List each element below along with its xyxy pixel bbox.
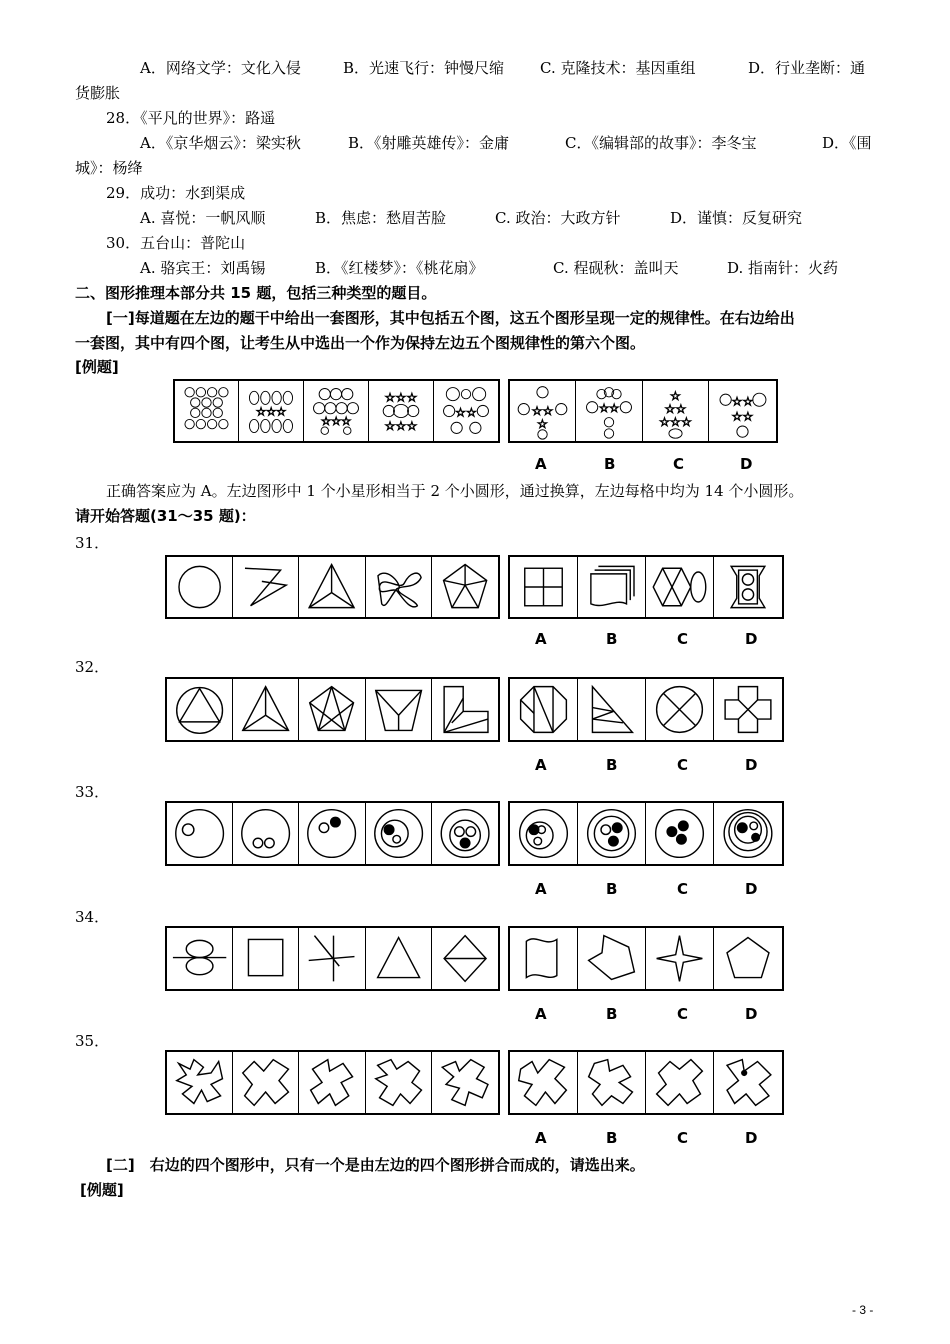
q29-stem: 29．成功：水到渠成 xyxy=(106,184,246,202)
q28-option-a: A．《京华烟云》：梁实秋 xyxy=(140,134,301,152)
svg-text:☆☆: ☆☆ xyxy=(598,401,620,415)
example-figure-3 xyxy=(304,381,369,441)
q35-label-b: B xyxy=(606,1129,618,1147)
q27-option-c: C. 克隆技术：基因重组 xyxy=(540,59,696,77)
q31-label-d: D xyxy=(745,630,758,648)
q30-option-a: A. 骆宾王：刘禹锡 xyxy=(140,259,266,277)
q33-figure-3 xyxy=(299,803,365,864)
q34-label-b: B xyxy=(606,1005,618,1023)
q33-option-figures xyxy=(508,801,784,866)
q31-figure-5 xyxy=(432,557,498,617)
example-label-b: B xyxy=(604,455,616,473)
q31-option-b[interactable] xyxy=(578,557,646,617)
svg-text:☆☆☆: ☆☆☆ xyxy=(320,415,352,429)
q35-figure-4 xyxy=(366,1052,432,1113)
q32-figure-4 xyxy=(366,679,432,740)
svg-text:☆☆☆: ☆☆☆ xyxy=(384,418,418,433)
q33-label-c: C xyxy=(677,880,689,898)
q31-figure-3 xyxy=(299,557,365,617)
q32-label-a: A xyxy=(535,756,547,774)
q34-label-d: D xyxy=(745,1005,758,1023)
example-option-d[interactable] xyxy=(709,381,776,441)
question-33-number: 33． xyxy=(75,783,110,801)
q34-question-figures xyxy=(165,926,500,991)
q34-figure-5 xyxy=(432,928,498,989)
q32-option-d[interactable] xyxy=(714,679,782,740)
question-35-number: 35． xyxy=(75,1032,110,1050)
q35-option-figures xyxy=(508,1050,784,1115)
q35-figure-5 xyxy=(432,1052,498,1113)
q29-option-c: C. 政治：大政方针 xyxy=(495,209,621,227)
svg-text:☆☆: ☆☆ xyxy=(731,394,754,409)
part2-instruction: [二] 右边的四个图形中，只有一个是由左边的四个图形拼合而成的，请选出来。 xyxy=(106,1156,645,1174)
example-figure-2 xyxy=(239,381,304,441)
q32-option-b[interactable] xyxy=(578,679,646,740)
q33-option-c[interactable] xyxy=(646,803,714,864)
svg-text:☆☆: ☆☆ xyxy=(531,403,554,418)
q35-option-d[interactable] xyxy=(714,1052,782,1113)
q27-option-d-cont: 货膨胀 xyxy=(75,84,121,102)
q33-option-b[interactable] xyxy=(578,803,646,864)
q31-question-figures xyxy=(165,555,500,619)
q34-option-c[interactable] xyxy=(646,928,714,989)
q32-figure-1 xyxy=(167,679,233,740)
q27-option-a: A．网络文学：文化入侵 xyxy=(140,59,301,77)
q28-option-d-cont: 城》：杨绛 xyxy=(75,159,143,177)
q31-option-a[interactable] xyxy=(510,557,578,617)
q27-option-b: B．光速飞行：钟慢尺缩 xyxy=(343,59,505,77)
q31-label-c: C xyxy=(677,630,689,648)
q35-question-figures xyxy=(165,1050,500,1115)
q32-option-a[interactable] xyxy=(510,679,578,740)
q35-figure-1 xyxy=(167,1052,233,1113)
q27-option-d: D．行业垄断：通 xyxy=(748,59,866,77)
question-32-number: 32． xyxy=(75,658,110,676)
q32-figure-2 xyxy=(233,679,299,740)
svg-text:☆☆: ☆☆ xyxy=(455,405,477,420)
q34-option-a[interactable] xyxy=(510,928,578,989)
svg-text:☆: ☆ xyxy=(537,416,548,431)
q31-option-c[interactable] xyxy=(646,557,714,617)
q35-label-a: A xyxy=(535,1129,547,1147)
q30-option-b: B．《红楼梦》：《桃花扇》 xyxy=(315,259,484,277)
part1-instruction-2: 一套图，其中有四个图，让考生从中选出一个作为保持左边五个图规律性的第六个图。 xyxy=(75,334,646,352)
q34-label-c: C xyxy=(677,1005,689,1023)
q31-option-figures xyxy=(508,555,784,619)
q35-label-c: C xyxy=(677,1129,689,1147)
q31-figure-2 xyxy=(233,557,299,617)
section2-title: 二、图形推理本部分共 15 题，包括三种类型的题目。 xyxy=(75,284,437,302)
example-figure-5 xyxy=(434,381,498,441)
q34-figure-4 xyxy=(366,928,432,989)
page-number: - 3 - xyxy=(852,1303,874,1317)
q31-option-d[interactable] xyxy=(714,557,782,617)
q33-figure-2 xyxy=(233,803,299,864)
q28-option-c: C．《编辑部的故事》：李冬宝 xyxy=(565,134,757,152)
q35-option-a[interactable] xyxy=(510,1052,578,1113)
svg-text:☆☆: ☆☆ xyxy=(731,409,754,424)
svg-text:☆: ☆ xyxy=(670,388,681,403)
example-label-d: D xyxy=(740,455,753,473)
example-option-figures xyxy=(508,379,778,443)
q33-label-a: A xyxy=(535,880,547,898)
q33-label-b: B xyxy=(606,880,618,898)
q34-figure-1 xyxy=(167,928,233,989)
question-34-number: 34． xyxy=(75,908,110,926)
example-label: [例题] xyxy=(75,358,119,376)
q32-option-c[interactable] xyxy=(646,679,714,740)
q33-figure-4 xyxy=(366,803,432,864)
q35-label-d: D xyxy=(745,1129,758,1147)
example-option-c[interactable] xyxy=(643,381,709,441)
q30-option-c: C. 程砚秋：盖叫天 xyxy=(553,259,679,277)
q33-option-a[interactable] xyxy=(510,803,578,864)
q32-question-figures xyxy=(165,677,500,742)
q35-figure-3 xyxy=(299,1052,365,1113)
q34-label-a: A xyxy=(535,1005,547,1023)
example-option-b[interactable] xyxy=(576,381,643,441)
q30-stem: 30．五台山：普陀山 xyxy=(106,234,246,252)
example-answer: 正确答案应为 A。左边图形中 1 个小星形相当于 2 个小圆形，通过换算，左边每格中均为 14 个小圆形。 xyxy=(106,482,804,500)
question-31-number: 31． xyxy=(75,534,110,552)
example-label-c: C xyxy=(673,455,685,473)
example-question-figures xyxy=(173,379,500,443)
q35-option-c[interactable] xyxy=(646,1052,714,1113)
q29-option-a: A. 喜悦：一帆风顺 xyxy=(140,209,266,227)
q34-option-d[interactable] xyxy=(714,928,782,989)
svg-text:☆☆☆: ☆☆☆ xyxy=(384,390,418,405)
example-label-a: A xyxy=(535,455,547,473)
q34-figure-2 xyxy=(233,928,299,989)
q28-stem: 28．《平凡的世界》：路遥 xyxy=(106,109,276,127)
q34-option-figures xyxy=(508,926,784,991)
svg-text:☆☆: ☆☆ xyxy=(664,401,687,416)
q28-option-b: B．《射雕英雄传》：金庸 xyxy=(348,134,510,152)
q35-figure-2 xyxy=(233,1052,299,1113)
q34-option-b[interactable] xyxy=(578,928,646,989)
q31-label-b: B xyxy=(606,630,618,648)
q32-label-b: B xyxy=(606,756,618,774)
q32-figure-3 xyxy=(299,679,365,740)
example-option-a[interactable] xyxy=(510,381,576,441)
q31-figure-4 xyxy=(366,557,432,617)
q33-label-d: D xyxy=(745,880,758,898)
q33-figure-5 xyxy=(432,803,498,864)
q34-figure-3 xyxy=(299,928,365,989)
start-label: 请开始答题(31～35 题)： xyxy=(75,507,256,525)
q30-option-d: D. 指南针：火药 xyxy=(727,259,839,277)
example-figure-4 xyxy=(369,381,434,441)
svg-text:☆☆☆: ☆☆☆ xyxy=(255,405,287,419)
q33-question-figures xyxy=(165,801,500,866)
q33-figure-1 xyxy=(167,803,233,864)
q28-option-d: D．《围 xyxy=(822,134,872,152)
svg-text:☆☆☆: ☆☆☆ xyxy=(659,415,692,429)
q32-label-d: D xyxy=(745,756,758,774)
example-figure-1 xyxy=(175,381,239,441)
q31-figure-1 xyxy=(167,557,233,617)
q29-option-b: B．焦虑：愁眉苦脸 xyxy=(315,209,447,227)
q32-figure-5 xyxy=(432,679,498,740)
example-label-2: [例题] xyxy=(80,1181,124,1199)
q32-option-figures xyxy=(508,677,784,742)
q32-label-c: C xyxy=(677,756,689,774)
q31-label-a: A xyxy=(535,630,547,648)
q33-option-d[interactable] xyxy=(714,803,782,864)
part1-instruction-1: [一]每道题在左边的题干中给出一套图形，其中包括五个图，这五个图形呈现一定的规律性。在右边给出 xyxy=(106,309,795,327)
q29-option-d: D．谨慎：反复研究 xyxy=(670,209,803,227)
q35-option-b[interactable] xyxy=(578,1052,646,1113)
